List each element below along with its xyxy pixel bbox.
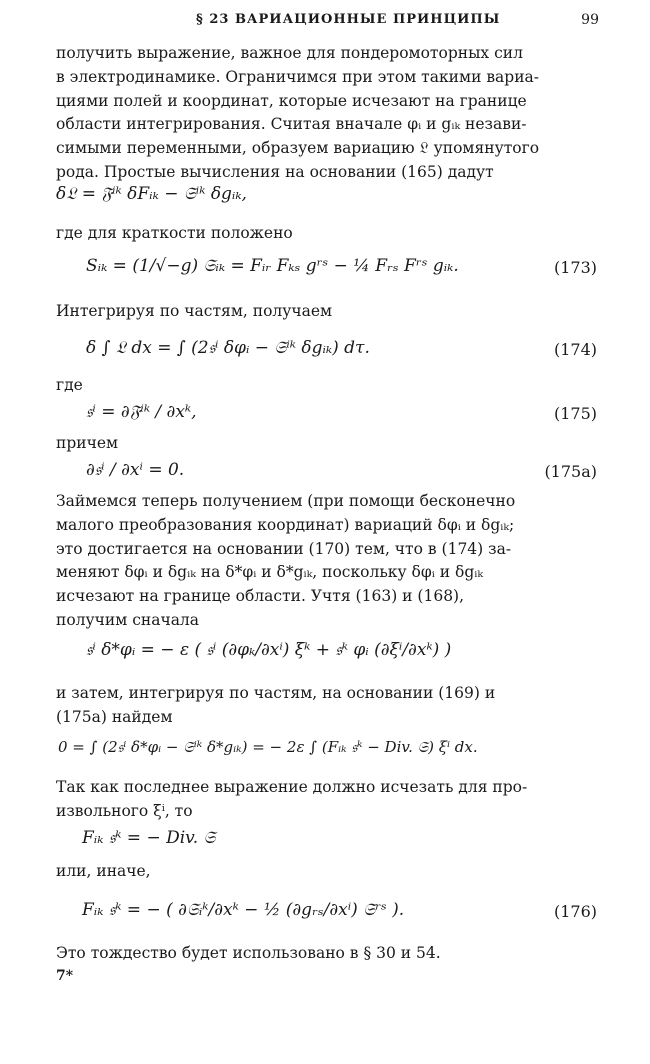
text-line: в электродинамике. Ограничимся при этом такими вариа- (56, 67, 540, 86)
equation-zero-integral (56, 732, 601, 772)
text-line: или, иначе, (56, 862, 151, 880)
equation-formula: 0 = ∫ (2𝔰ⁱ δ*φᵢ − 𝔖ⁱᵏ δ*gᵢₖ) = − 2ε ∫ (Fᵢₖ 𝔰ᵏ − Div. 𝔖) ξⁱ dx. (58, 738, 478, 756)
paragraph-integrating (56, 300, 601, 324)
text-line: Так как последнее выражение должно исчезать для про- (56, 778, 528, 796)
text-line: области интегрирования. Считая вначале φᵢ и gᵢₖ незави- (56, 115, 527, 134)
equation-174 (56, 332, 601, 372)
paragraph-where (56, 374, 601, 398)
text-line: получить выражение, важное для пондеромоторных сил (56, 44, 523, 62)
equation-number: (174) (553, 340, 597, 359)
page-number: 99 (581, 12, 599, 28)
text-line: Займемся теперь получением (при помощи бесконечно (56, 492, 516, 510)
equation-formula: 𝔰ⁱ δ*φᵢ = − ε ( 𝔰ⁱ (∂φₖ/∂xⁱ) ξᵏ + 𝔰ᵏ φᵢ (∂ξⁱ/∂xᵏ) ) (86, 640, 452, 660)
equation-number: (175a) (544, 462, 597, 481)
equation-number: (176) (553, 902, 597, 921)
text-line: рода. Простые вычисления на основании (165) дадут (56, 162, 494, 181)
paragraph-intro (56, 42, 601, 185)
equation-formula: ∂𝔰ⁱ / ∂xⁱ = 0. (86, 460, 185, 480)
equation-div (56, 822, 601, 862)
paragraph-transformation (56, 490, 601, 633)
equation-formula: Sᵢₖ = (1/√−g) 𝔖ᵢₖ = Fᵢᵣ Fₖₛ gʳˢ − ¼ Fᵣₛ Fʳˢ gᵢₖ. (86, 256, 459, 276)
text-line: извольного ξⁱ, то (56, 801, 193, 820)
equation-s-delta-phi (56, 634, 601, 674)
paragraph-or-otherwise (56, 860, 601, 884)
paragraph-where-short (56, 222, 601, 246)
page-header (56, 12, 601, 34)
text-line: циями полей и координат, которые исчезают на границе (56, 91, 527, 110)
paragraph-with (56, 432, 601, 456)
text-line: Интегрируя по частям, получаем (56, 302, 333, 320)
paragraph-then-integrating (56, 682, 601, 730)
equation-variation (56, 178, 601, 218)
text-line: получим сначала (56, 610, 200, 629)
equation-formula: δ𝔏 = 𝔉ⁱᵏ δFᵢₖ − 𝔖ⁱᵏ δgᵢₖ, (56, 184, 247, 204)
equation-175 (56, 396, 601, 436)
equation-formula: Fᵢₖ 𝔰ᵏ = − ( ∂𝔖ᵢᵏ/∂xᵏ − ½ (∂gᵣₛ/∂xⁱ) 𝔖ʳˢ ). (82, 900, 405, 920)
paragraph-identity-used (56, 942, 601, 966)
text-line: (175a) найдем (56, 707, 173, 726)
equation-number: (175) (553, 404, 597, 423)
equation-formula: δ ∫ 𝔏 dx = ∫ (2𝔰ⁱ δφᵢ − 𝔖ⁱᵏ δgᵢₖ) dτ. (86, 338, 370, 358)
text-line: это достигается на основании (170) тем, что в (174) за- (56, 539, 512, 558)
paragraph-arbitrary-xi (56, 776, 601, 824)
text-line: и затем, интегрируя по частям, на основании (169) и (56, 684, 496, 702)
equation-number: (173) (553, 258, 597, 277)
equation-formula: Fᵢₖ 𝔰ᵏ = − Div. 𝔖 (82, 828, 216, 848)
running-title: § 23 ВАРИАЦИОННЫЕ ПРИНЦИПЫ (196, 12, 501, 27)
equation-175a (56, 454, 601, 494)
text-line: малого преобразования координат) вариаций δφᵢ и δgᵢₖ; (56, 515, 515, 534)
text-line: причем (56, 434, 119, 452)
equation-173 (56, 250, 601, 290)
text-line: меняют δφᵢ и δgᵢₖ на δ*φᵢ и δ*gᵢₖ, поскольку δφᵢ и δgᵢₖ (56, 563, 484, 582)
text-line: Это тождество будет использовано в § 30 и 54. (56, 944, 441, 962)
signature-mark: 7* (56, 968, 74, 984)
equation-176 (56, 894, 601, 934)
text-line: где для краткости положено (56, 224, 293, 242)
text-line: где (56, 376, 83, 394)
equation-formula: 𝔰ⁱ = ∂𝔉ⁱᵏ / ∂xᵏ, (86, 402, 197, 422)
text-line: симыми переменными, образуем вариацию 𝔏 упомянутого (56, 139, 540, 158)
text-line: исчезают на границе области. Учтя (163) и (168), (56, 587, 465, 606)
